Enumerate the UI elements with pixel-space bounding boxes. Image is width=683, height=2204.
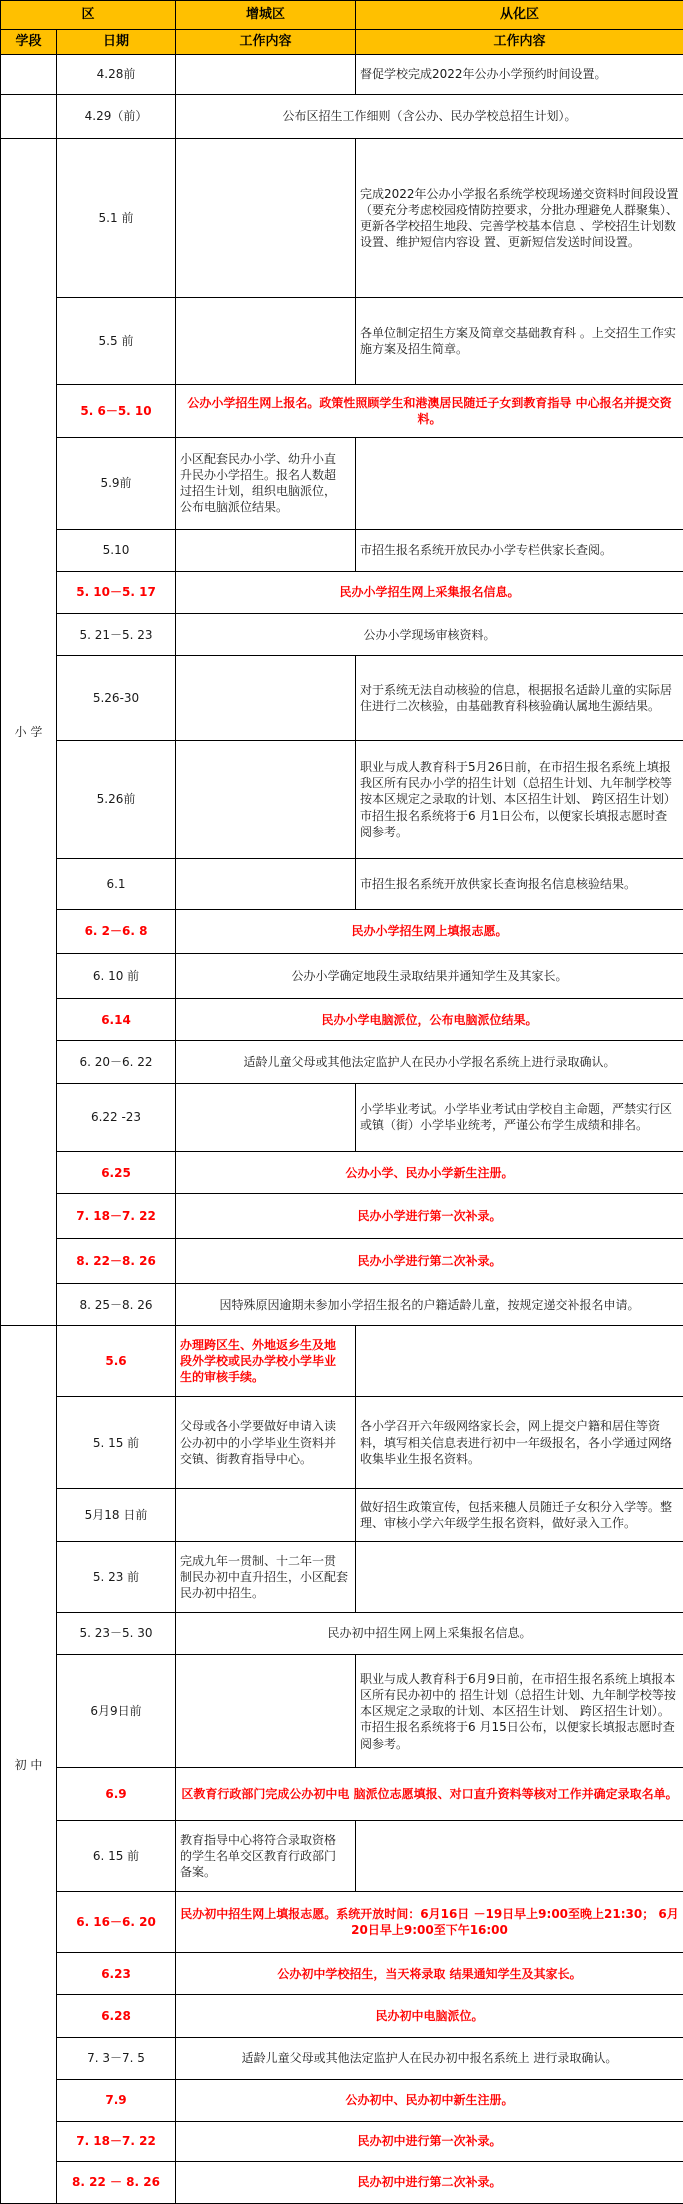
schedule-row (1, 94, 683, 139)
work-content-both: 公办小学现场审核资料。 (176, 614, 683, 656)
work-content-zengcheng (176, 1083, 356, 1152)
work-content-conghua: 市招生报名系统开放民办小学专栏供家长查阅。 (356, 529, 683, 571)
header-district: 区 (1, 1, 176, 30)
work-content-conghua: 职业与成人教育科于6月9日前，在市招生报名系统上填报本区所有民办初中的 招生计划（总招生计划、九年制学校等按 本区规定之录取的计划、本区招生计划、 跨区招生计划）。市招生报名系统将于6 月15日公布，以便家长填报志愿时查阅参考。 (356, 1655, 683, 1768)
work-content-zengcheng (176, 55, 356, 95)
work-content-both: 民办初中进行第二次补录。 (176, 2161, 683, 2203)
date-cell: 5. 15 前 (57, 1397, 176, 1489)
date-cell: 5. 23 前 (57, 1542, 176, 1613)
date-cell: 5. 23－5. 30 (57, 1612, 176, 1654)
schedule-row (1, 1542, 683, 1613)
date-cell: 7. 18－7. 22 (57, 1194, 176, 1239)
header-date: 日期 (57, 30, 176, 55)
work-content-zengcheng (176, 529, 356, 571)
date-cell: 4.29（前） (57, 94, 176, 139)
work-content-both: 公办小学确定地段生录取结果并通知学生及其家长。 (176, 954, 683, 999)
date-cell: 6. 20－6. 22 (57, 1041, 176, 1083)
work-content-zengcheng: 教育指导中心将符合录取资格 的学生名单交区教育行政部门 备案。 (176, 1821, 356, 1892)
work-content-both: 民办小学招生网上填报志愿。 (176, 909, 683, 954)
schedule-row (1, 1152, 683, 1194)
work-content-both: 民办初中招生网上填报志愿。系统开放时间：6月16日 －19日早上9:00至晚上21:30； 6月20日早上9:00至下午16:00 (176, 1892, 683, 1953)
date-cell: 5. 6－5. 10 (57, 384, 176, 437)
schedule-row (1, 1326, 683, 1397)
work-content-both: 公办小学招生网上报名。政策性照顾学生和港澳居民随迁子女到教育指导 中心报名并提交资料。 (176, 384, 683, 437)
schedule-row (1, 2161, 683, 2203)
schedule-row (1, 1892, 683, 1953)
schedule-row (1, 1821, 683, 1892)
work-content-zengcheng (176, 740, 356, 859)
schedule-row (1, 2037, 683, 2079)
schedule-row (1, 1489, 683, 1542)
header-work-zengcheng: 工作内容 (176, 30, 356, 55)
date-cell: 5.26-30 (57, 656, 176, 740)
work-content-both: 民办初中电脑派位。 (176, 1995, 683, 2037)
schedule-row (1, 999, 683, 1041)
date-cell: 6. 2－6. 8 (57, 909, 176, 954)
schedule-row (1, 1612, 683, 1654)
schedule-row (1, 384, 683, 437)
date-cell: 8. 22－8. 26 (57, 1239, 176, 1284)
date-cell: 6月9日前 (57, 1655, 176, 1768)
date-cell: 7. 3－7. 5 (57, 2037, 176, 2079)
work-content-zengcheng: 办理跨区生、外地返乡生及地 段外学校或民办学校小学毕业 生的审核手续。 (176, 1326, 356, 1397)
date-cell: 5.26前 (57, 740, 176, 859)
work-content-conghua: 职业与成人教育科于5月26日前，在市招生报名系统上填报我区所有民办小学的招生计划（总招生计划、九年制学校等按本区规定之录取的计划、本区招生计划、 跨区招生计划）市招生报名系统将于6 月1日公布，以便家长填报志愿时查阅参考。 (356, 740, 683, 859)
header-conghua: 从化区 (356, 1, 683, 30)
date-cell: 4.28前 (57, 55, 176, 95)
schedule-row (1, 1083, 683, 1152)
date-cell: 6.9 (57, 1768, 176, 1821)
date-cell: 5.9前 (57, 437, 176, 529)
schedule-row (1, 529, 683, 571)
header-row-columns (1, 30, 683, 55)
work-content-both: 公布区招生工作细则（含公办、民办学校总招生计划）。 (176, 94, 683, 139)
work-content-both: 民办小学进行第一次补录。 (176, 1194, 683, 1239)
date-cell: 6. 16－6. 20 (57, 1892, 176, 1953)
date-cell: 5.6 (57, 1326, 176, 1397)
schedule-row (1, 1768, 683, 1821)
date-cell: 6. 10 前 (57, 954, 176, 999)
work-content-both: 区教育行政部门完成公办初中电 脑派位志愿填报、对口直升资料等核对工作并确定录取名单。 (176, 1768, 683, 1821)
work-content-zengcheng (176, 1489, 356, 1542)
date-cell: 5.1 前 (57, 139, 176, 297)
work-content-both: 因特殊原因逾期未参加小学招生报名的户籍适龄儿童，按规定递交补报名申请。 (176, 1284, 683, 1326)
date-cell: 6.22 -23 (57, 1083, 176, 1152)
header-work-conghua: 工作内容 (356, 30, 683, 55)
stage-cell (1, 55, 57, 95)
work-content-conghua: 各单位制定招生方案及简章交基础教育科 。上交招生工作实施方案及招生简章。 (356, 297, 683, 384)
schedule-row (1, 2079, 683, 2121)
schedule-row (1, 1953, 683, 1995)
schedule-row (1, 55, 683, 95)
work-content-conghua: 对于系统无法自动核验的信息，根据报名适龄儿童的实际居住进行二次核验，由基础教育科核验确认属地生源结果。 (356, 656, 683, 740)
date-cell: 6. 15 前 (57, 1821, 176, 1892)
schedule-row (1, 1194, 683, 1239)
work-content-zengcheng: 完成九年一贯制、十二年一贯 制民办初中直升招生，小区配套民办初中招生。 (176, 1542, 356, 1613)
date-cell: 5. 10－5. 17 (57, 571, 176, 613)
schedule-row (1, 1239, 683, 1284)
work-content-conghua (356, 1542, 683, 1613)
header-stage: 学段 (1, 30, 57, 55)
work-content-zengcheng: 小区配套民办小学、幼升小直 升民办小学招生。报名人数超 过招生计划，组织电脑派位， 公布电脑派位结果。 (176, 437, 356, 529)
date-cell: 5.5 前 (57, 297, 176, 384)
work-content-zengcheng (176, 139, 356, 297)
stage-cell: 小 学 (1, 139, 57, 1326)
work-content-conghua (356, 1326, 683, 1397)
header-row-district (1, 1, 683, 30)
schedule-row (1, 1397, 683, 1489)
work-content-both: 适龄儿童父母或其他法定监护人在民办小学报名系统上进行录取确认。 (176, 1041, 683, 1083)
date-cell: 7. 18－7. 22 (57, 2121, 176, 2161)
work-content-conghua: 小学毕业考试。小学毕业考试由学校自主命题，严禁实行区或镇（街）小学毕业统考，严谨公布学生成绩和排名。 (356, 1083, 683, 1152)
work-content-both: 民办小学招生网上采集报名信息。 (176, 571, 683, 613)
date-cell: 6.1 (57, 859, 176, 909)
schedule-row (1, 614, 683, 656)
work-content-both: 公办初中学校招生，当天将录取 结果通知学生及其家长。 (176, 1953, 683, 1995)
date-cell: 8. 22 － 8. 26 (57, 2161, 176, 2203)
schedule-body (1, 55, 683, 2204)
schedule-row (1, 297, 683, 384)
stage-cell: 初 中 (1, 1326, 57, 2204)
schedule-row (1, 859, 683, 909)
work-content-both: 民办小学电脑派位，公布电脑派位结果。 (176, 999, 683, 1041)
schedule-row (1, 571, 683, 613)
date-cell: 7.9 (57, 2079, 176, 2121)
work-content-zengcheng (176, 1655, 356, 1768)
schedule-row (1, 740, 683, 859)
work-content-both: 适龄儿童父母或其他法定监护人在民办初中报名系统上 进行录取确认。 (176, 2037, 683, 2079)
date-cell: 6.23 (57, 1953, 176, 1995)
schedule-row (1, 2121, 683, 2161)
date-cell: 6.25 (57, 1152, 176, 1194)
schedule-row (1, 656, 683, 740)
date-cell: 8. 25－8. 26 (57, 1284, 176, 1326)
work-content-both: 民办初中招生网上网上采集报名信息。 (176, 1612, 683, 1654)
work-content-both: 公办小学、民办小学新生注册。 (176, 1152, 683, 1194)
schedule-row (1, 954, 683, 999)
work-content-zengcheng: 父母或各小学要做好申请入读 公办初中的小学毕业生资料并 交镇、街教育指导中心。 (176, 1397, 356, 1489)
schedule-row (1, 139, 683, 297)
work-content-zengcheng (176, 859, 356, 909)
schedule-row (1, 1655, 683, 1768)
work-content-both: 民办初中进行第一次补录。 (176, 2121, 683, 2161)
date-cell: 5. 21－5. 23 (57, 614, 176, 656)
date-cell: 6.28 (57, 1995, 176, 2037)
schedule-row (1, 1041, 683, 1083)
schedule-row (1, 1284, 683, 1326)
schedule-row (1, 1995, 683, 2037)
work-content-conghua (356, 437, 683, 529)
work-content-both: 公办初中、民办初中新生注册。 (176, 2079, 683, 2121)
work-content-conghua: 督促学校完成2022年公办小学预约时间设置。 (356, 55, 683, 95)
date-cell: 6.14 (57, 999, 176, 1041)
work-content-conghua: 完成2022年公办小学报名系统学校现场递交资料时间段设置（要充分考虑校园疫情防控要求，分批办理避免人群聚集）、更新各学校招生地段、完善学校基本信息 、学校招生计划数设置、维护短信内容设 置、更新短信发送时间设置。 (356, 139, 683, 297)
schedule-row (1, 909, 683, 954)
date-cell: 5月18 日前 (57, 1489, 176, 1542)
work-content-zengcheng (176, 656, 356, 740)
work-content-conghua: 做好招生政策宣传，包括来穗人员随迁子女积分入学等。整理、审核小学六年级学生报名资料，做好录入工作。 (356, 1489, 683, 1542)
header-zengcheng: 增城区 (176, 1, 356, 30)
work-content-conghua (356, 1821, 683, 1892)
schedule-row (1, 437, 683, 529)
work-content-zengcheng (176, 297, 356, 384)
date-cell: 5.10 (57, 529, 176, 571)
stage-cell (1, 94, 57, 139)
work-content-both: 民办小学进行第二次补录。 (176, 1239, 683, 1284)
work-content-conghua: 各小学召开六年级网络家长会，网上提交户籍和居住等资料，填写相关信息表进行初中一年级报名，各小学通过网络收集毕业生报名资料。 (356, 1397, 683, 1489)
work-content-conghua: 市招生报名系统开放供家长查询报名信息核验结果。 (356, 859, 683, 909)
